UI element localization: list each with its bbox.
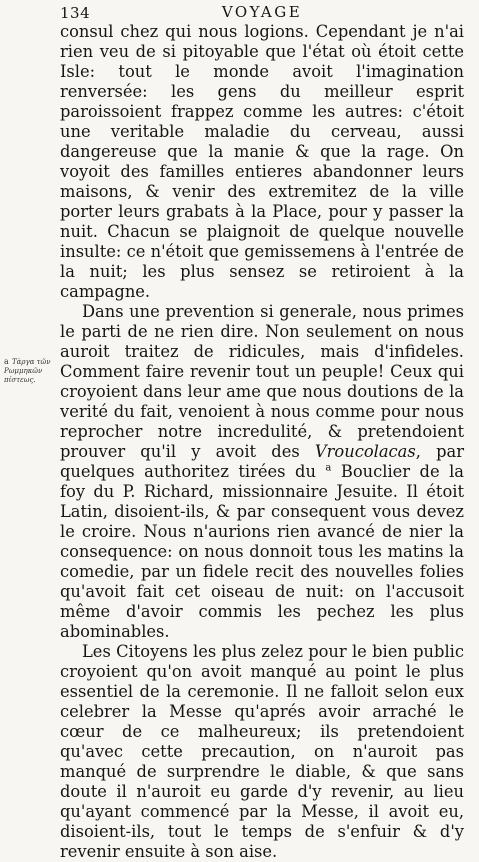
margin-note — [4, 357, 60, 385]
footnote-mark: a — [325, 462, 332, 474]
paragraph-2-text-cont: , par quelques authoritez tirées du — [60, 442, 465, 481]
paragraph-3 — [60, 642, 464, 862]
margin-note-mark: a — [4, 357, 9, 366]
body-text — [60, 22, 464, 862]
paragraph-2-text: Dans une prevention si generale, nous primes le parti de ne rien dire. Non seulement on nous auroit traitez de ridicules, mais d'infideles. Comment faire revenir tout un peuple! Ceux qui croyoient dans leur ame que nous doutions de la verité du fait, venoient à nous comme pour nous reprocher notre incredulité, & pretendoient prouver qu'il y avoit des — [60, 302, 464, 461]
page-number: 134 — [60, 4, 91, 22]
paragraph-1-text: consul chez qui nous logions. Cependant je n'ai rien veu de si pitoyable que l'état où étoit cette Isle: tout le monde avoit l'imagination renversée: les gens du meilleur esprit paroissoient frappez comme les autres: c'étoit une veritable maladie du cerveau, aussi dangereuse que la manie & que la rage. On voyoit des familles entieres abandonner leurs maisons, & venir des extremitez de la ville porter leurs grabats à la Place, pour y passer la nuit. Chacun se plaignoit de quelque nouvelle insulte: ce n'étoit que gemissemens à l'entrée de la nuit; les plus sensez se retiroient à la campagne. — [60, 22, 464, 301]
paragraph-3-text: Les Citoyens les plus zelez pour le bien public croyoient qu'on avoit manqué au point le plus essentiel de la ceremonie. Il ne falloit selon eux celebrer la Messe qu'aprés avoir arraché le cœur de ce malheureux; ils pretendoient qu'avec cette precaution, on n'auroit pas manqué de surprendre le diable, & que sans doute il n'auroit eu garde d'y revenir, au lieu qu'ayant commencé par la Messe, il avoit eu, disoient-ils, tout le temps de s'enfuir & d'y revenir ensuite à son aise. — [60, 642, 464, 861]
paragraph-2 — [60, 302, 464, 642]
running-title: VOYAGE — [221, 3, 303, 21]
margin-note-text: Τὰργα τῶν Ρωμμηκῶν πίστεως. — [4, 358, 51, 384]
paragraph-2-text-end: Bouclier de la foy du P. Richard, missionnaire Jesuite. Il étoit Latin, disoient-ils, & par consequent vous devez le croire. Nous n'aurions rien avancé de nier la consequence: on nous donnoit tous les matins la comedie, par un fidele recit des nouvelles folies qu'avoit fait cet oiseau de nuit: on l'accusoit même d'avoir commis les pechez les plus abominables. — [60, 462, 465, 641]
paragraph-1 — [60, 22, 464, 302]
paragraph-2-italic-term: Vroucolacas — [314, 442, 416, 461]
